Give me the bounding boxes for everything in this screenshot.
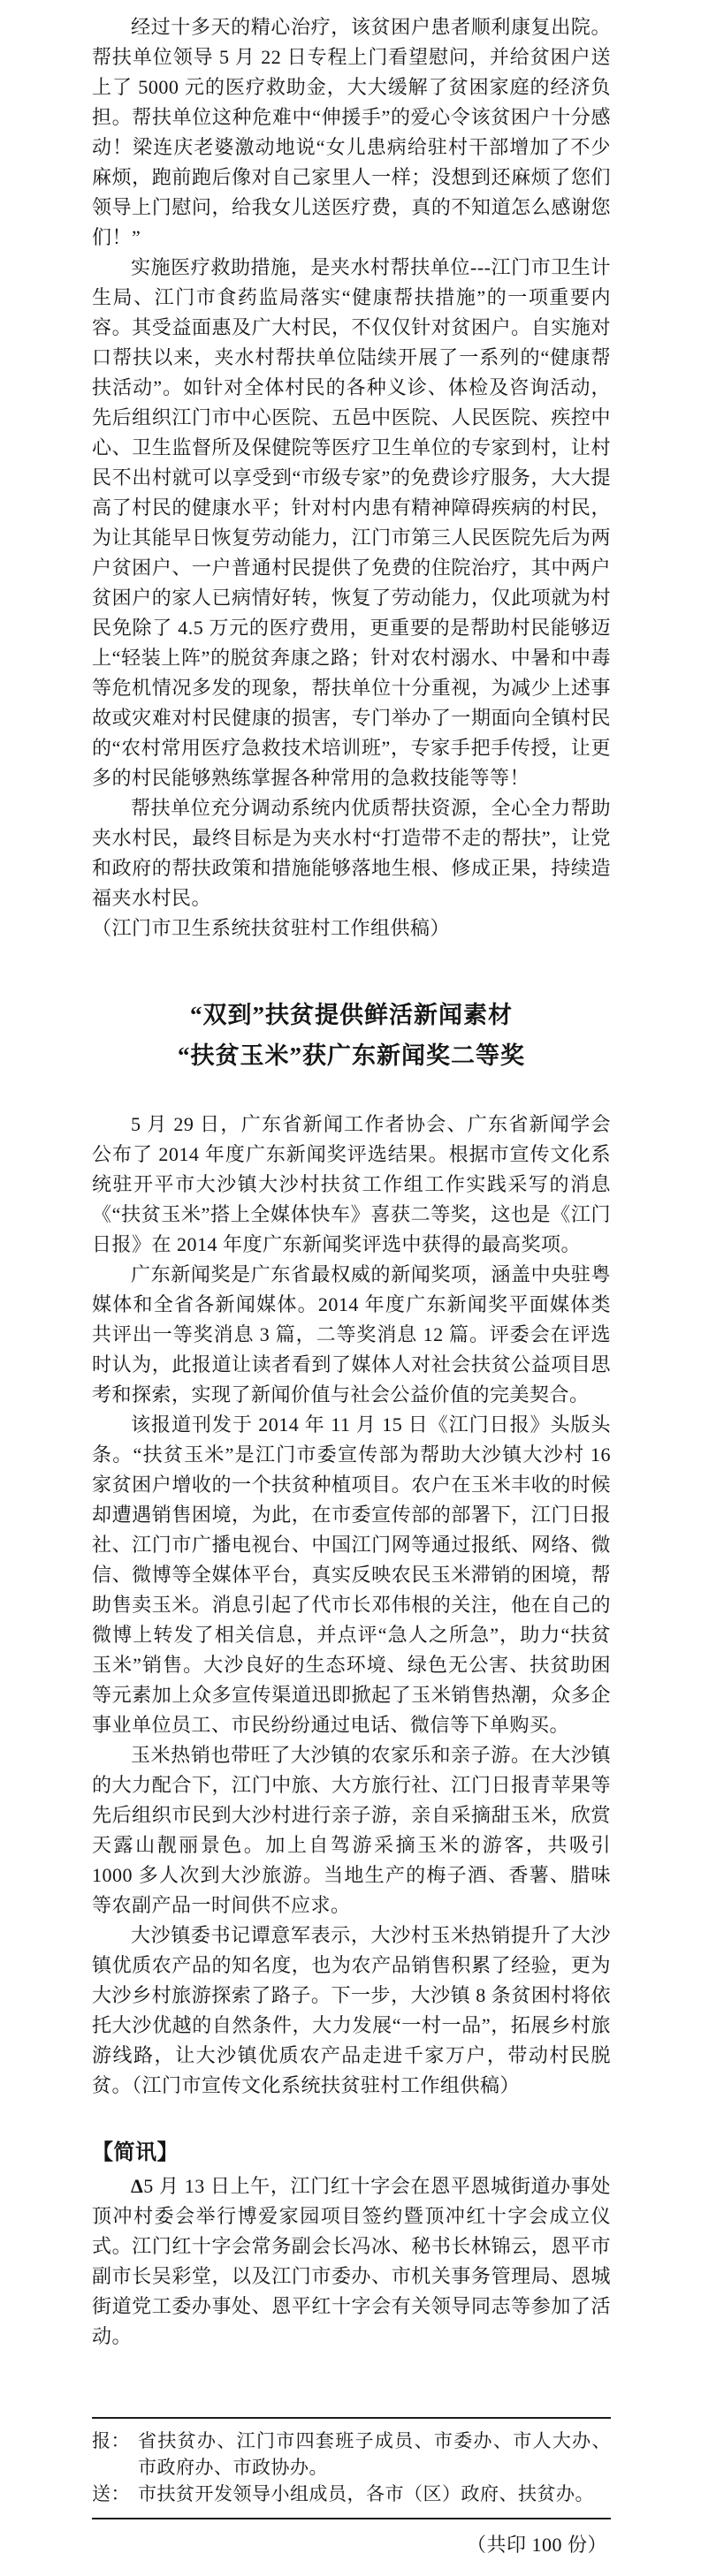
article2-paragraph-4: 玉米热销也带旺了大沙镇的农家乐和亲子游。在大沙镇的大力配合下，江门中旅、大方旅行社、江门日报青苹果等先后组织市民到大沙村进行亲子游，亲自采摘甜玉米，欣赏天露山靓丽景色。加上自驾游采摘玉米的游客，共吸引 1000 多人次到大沙旅游。当地生产的梅子酒、香薯、腊味等农副产品一时间供不应求。: [92, 1744, 611, 1916]
article1-byline: （江门市卫生系统扶贫驻村工作组供稿）: [92, 917, 451, 939]
article2-paragraph-3: 该报道刊发于 2014 年 11 月 15 日《江门日报》头版头条。“扶贫玉米”是江门市委宣传部为帮助大沙镇大沙村 16 家贫困户增收的一个扶贫种植项目。农户在玉米丰收的时候却遭遇销售困境，为此，在市委宣传部的部署下，江门日报社、江门市广播电视台、中国江门网等通过报纸、网络、微信、微博等全媒体平台，真实反映农民玉米滞销的困境，帮助售卖玉米。消息引起了代市长邓伟根的关注，他在自己的微博上转发了相关信息，并点评“急人之所急”，助力“扶贫玉米”销售。大沙良好的生态环境、绿色无公害、扶贫助困等元素加上众多宣传渠道迅即掀起了玉米销售热潮，众多企事业单位员工、市民纷纷通过电话、微信等下单购买。: [92, 1413, 611, 1736]
article2-title-line-1: “双到”扶贫提供鲜活新闻素材: [190, 1002, 513, 1028]
article-news-award: [92, 995, 611, 2101]
distribution-footer: [92, 2417, 611, 2560]
distribution-send-label: 送：: [92, 2483, 130, 2504]
article-health-assistance: [92, 12, 611, 943]
article1-paragraph-1: 经过十多天的精心治疗，该贫困户患者顺利康复出院。帮扶单位领导 5 月 22 日专程上门看望慰问，并给贫困户送上了 5000 元的医疗救助金，大大缓解了贫困家庭的经济负担。帮扶单位这种危难中“伸援手”的爱心令该贫困户十分感动！梁连庆老婆激动地说“女儿患病给驻村干部增加了不少麻烦，跑前跑后像对自己家里人一样；没想到还麻烦了您们领导上门慰问，给我女儿送医疗费，真的不知道怎么感谢您们！”: [92, 16, 611, 248]
brief-delta-marker: Δ: [131, 2175, 144, 2197]
distribution-send-text: 市扶贫开发领导小组成员，各市（区）政府、扶贫办。: [138, 2483, 594, 2504]
article2-paragraph-5: 大沙镇委书记谭意军表示，大沙村玉米热销提升了大沙镇优质农产品的知名度，也为农产品销售积累了经验，更为大沙乡村旅游探索了路子。下一步，大沙镇 8 条贫困村将依托大沙优越的自然条件，大力发展“一村一品”，拓展乡村旅游线路，让大沙镇优质农产品走进千家万户，带动村民脱贫。（江门市宣传文化系统扶贫驻村工作组供稿）: [92, 1924, 611, 2096]
distribution-report-text: 省扶贫办、江门市四套班子成员、市委办、市人大办、市政府办、市政协办。: [138, 2430, 611, 2478]
article1-paragraph-3: 帮扶单位充分调动系统内优质帮扶资源，全心全力帮助夹水村民，最终目标是为夹水村“打造带不走的帮扶”，让党和政府的帮扶政策和措施能够落地生根、修成正果，持续造福夹水村民。: [92, 797, 611, 909]
distribution-report-label: 报：: [92, 2430, 130, 2451]
article2-paragraph-2: 广东新闻奖是广东省最权威的新闻奖项，涵盖中央驻粤媒体和全省各新闻媒体。2014 年度广东新闻奖平面媒体类共评出一等奖消息 3 篇，二等奖消息 12 篇。评委会在评选时认为，此报道让读者看到了媒体人对社会扶贫公益项目思考和探索，实现了新闻价值与社会公益价值的完美契合。: [92, 1263, 611, 1405]
distribution-entry-send: [92, 2481, 611, 2507]
distribution-entry-report: [92, 2428, 611, 2481]
briefs-heading: 【简讯】: [92, 2140, 179, 2164]
brief-item-text: 5 月 13 日上午，江门红十字会在恩平恩城街道办事处顶冲村委会举行博爱家园项目签约暨顶冲红十字会成立仪式。江门红十字会常务副会长冯冰、秘书长林锦云，恩平市副市长吴彩堂，以及江门市委办、市机关事务管理局、恩城街道党工委办事处、恩平红十字会有关领导同志等参加了活动。: [92, 2175, 611, 2347]
article2-paragraph-1: 5 月 29 日，广东省新闻工作者协会、广东省新闻学会公布了 2014 年度广东新闻奖评选结果。根据市宣传文化系统驻开平市大沙镇大沙村扶贫工作组工作实践采写的消息《“扶贫玉米”搭上全媒体快车》喜获二等奖，这也是《江门日报》在 2014 年度广东新闻奖评选中获得的最高奖项。: [92, 1113, 611, 1255]
article2-title: [92, 995, 611, 1076]
print-count: （共印 100 份）: [466, 2534, 607, 2556]
article2-title-line-2: “扶贫玉米”获广东新闻奖二等奖: [178, 1042, 525, 1069]
article1-paragraph-2: 实施医疗救助措施，是夹水村帮扶单位---江门市卫生计生局、江门市食药监局落实“健康帮扶措施”的一项重要内容。其受益面惠及广大村民，不仅仅针对贫困户。自实施对口帮扶以来，夹水村帮扶单位陆续开展了一系列的“健康帮扶活动”。如针对全体村民的各种义诊、体检及咨询活动，先后组织江门市中心医院、五邑中医院、人民医院、疾控中心、卫生监督所及保健院等医疗卫生单位的专家到村，让村民不出村就可以享受到“市级专家”的免费诊疗服务，大大提高了村民的健康水平；针对村内患有精神障碍疾病的村民，为让其能早日恢复劳动能力，江门市第三人民医院先后为两户贫困户、一户普通村民提供了免费的住院治疗，其中两户贫困户的家人已病情好转，恢复了劳动能力，仅此项就为村民免除了 4.5 万元的医疗费用，更重要的是帮助村民能够迈上“轻装上阵”的脱贫奔康之路；针对农村溺水、中暑和中毒等危机情况多发的现象，帮扶单位十分重视，为减少上述事故或灾难对村民健康的损害，专门举办了一期面向全镇村民的“农村常用医疗急救技术培训班”，专家手把手传授，让更多的村民能够熟练掌握各种常用的急救技能等等！: [92, 256, 611, 789]
briefs-section: [92, 2138, 611, 2352]
brief-item-1: [92, 2171, 611, 2352]
distribution-list: [92, 2417, 611, 2519]
